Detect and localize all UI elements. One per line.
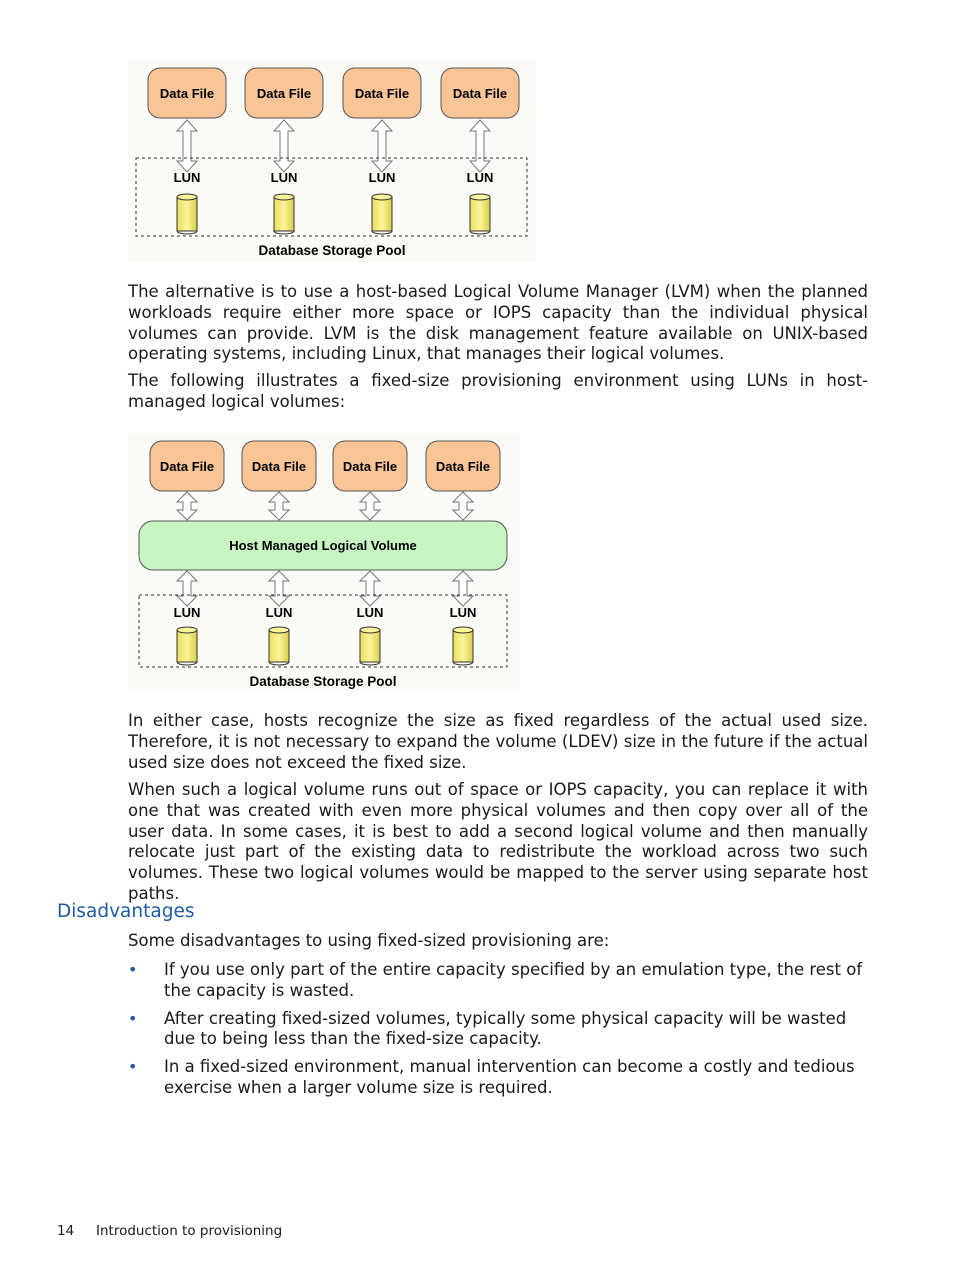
data-file-label: Data File [435,459,491,474]
bullet-icon: • [128,960,138,979]
list-item-text: If you use only part of the entire capacity specified by an emulation type, the rest of the capacity is wasted. [164,960,863,1000]
footer-section-title: Introduction to provisioning [96,1223,283,1239]
lun-label: LUN [270,170,298,185]
paragraph-illustration-intro: The following illustrates a fixed-size provisioning environment using LUNs in host-managed logical volumes: [128,371,868,411]
storage-pool-label: Database Storage Pool [258,243,406,258]
bullet-icon: • [128,1008,138,1028]
host-managed-volume-box [139,521,507,570]
page-footer [57,1223,282,1239]
bullet-icon: • [128,1057,138,1077]
data-file-box [441,68,519,118]
figure-host-managed-volume [128,433,520,691]
list-item-text: After creating fixed-sized volumes, typically some physical capacity will be wasted due to being less than the fixed-size capacity. [164,1008,847,1049]
data-file-box [242,441,316,491]
data-file-label: Data File [354,86,410,101]
data-file-label: Data File [256,86,312,101]
list-item [128,960,868,1002]
data-file-box [343,68,421,118]
paragraph-fixed-size-recognition: In either case, hosts recognize the size as fixed regardless of the actual used size. Therefore, it is not necessary to expand the volume (LDEV) size in the future if the actual used size does not exceed the fixed size. [128,711,868,772]
lun-label: LUN [173,170,201,185]
page-number: 14 [57,1223,75,1239]
paragraph-lvm-alternative: The alternative is to use a host-based Logical Volume Manager (LVM) when the planned workloads require either more space or IOPS capacity than the individual physical volumes can provide. LVM is the disk management feature available on UNIX-based operating systems, including Linux, that manages their logical volumes. [128,282,868,364]
disk-cylinder-icon [269,627,289,665]
data-file-box [148,68,226,118]
list-item [128,1009,868,1051]
disk-cylinder-icon [360,627,380,665]
lun-label: LUN [265,605,293,620]
disk-cylinder-icon [372,194,392,234]
disadvantages-list [128,960,868,1106]
data-file-label: Data File [159,86,215,101]
storage-pool-label: Database Storage Pool [249,674,397,689]
data-file-box [426,441,500,491]
lun-label: LUN [173,605,201,620]
data-file-box [150,441,224,491]
figure-lun-direct [128,60,536,262]
data-file-label: Data File [452,86,508,101]
disk-cylinder-icon [470,194,490,234]
disk-cylinder-icon [453,627,473,665]
host-managed-volume-label: Host Managed Logical Volume [229,538,417,553]
data-file-label: Data File [342,459,398,474]
paragraph-replace-logical-volume: When such a logical volume runs out of space or IOPS capacity, you can replace it with one that was created with even more physical volumes and then copy over all of the user data. In some cases, it is best to add a second logical volume and then manually relocate just part of the existing data to redistribute the workload across two such volumes. These two logical volumes would be mapped to the server using separate host paths. [128,780,868,903]
lun-label: LUN [449,605,477,620]
data-file-box [245,68,323,118]
paragraph-disadvantages-intro: Some disadvantages to using fixed-sized provisioning are: [128,931,610,950]
data-file-label: Data File [251,459,307,474]
data-file-box [333,441,407,491]
diagram-host-managed-volume [128,433,520,691]
disk-cylinder-icon [177,194,197,234]
diagram-lun-direct [128,60,536,262]
disk-cylinder-icon [274,194,294,234]
lun-label: LUN [466,170,494,185]
list-item [128,1057,868,1099]
section-heading: Disadvantages [57,901,195,922]
list-item-text: In a fixed-sized environment, manual intervention can become a costly and tedious exercise when a larger volume size is required. [164,1057,855,1097]
lun-label: LUN [368,170,396,185]
data-file-label: Data File [159,459,215,474]
lun-label: LUN [356,605,384,620]
disk-cylinder-icon [177,627,197,665]
